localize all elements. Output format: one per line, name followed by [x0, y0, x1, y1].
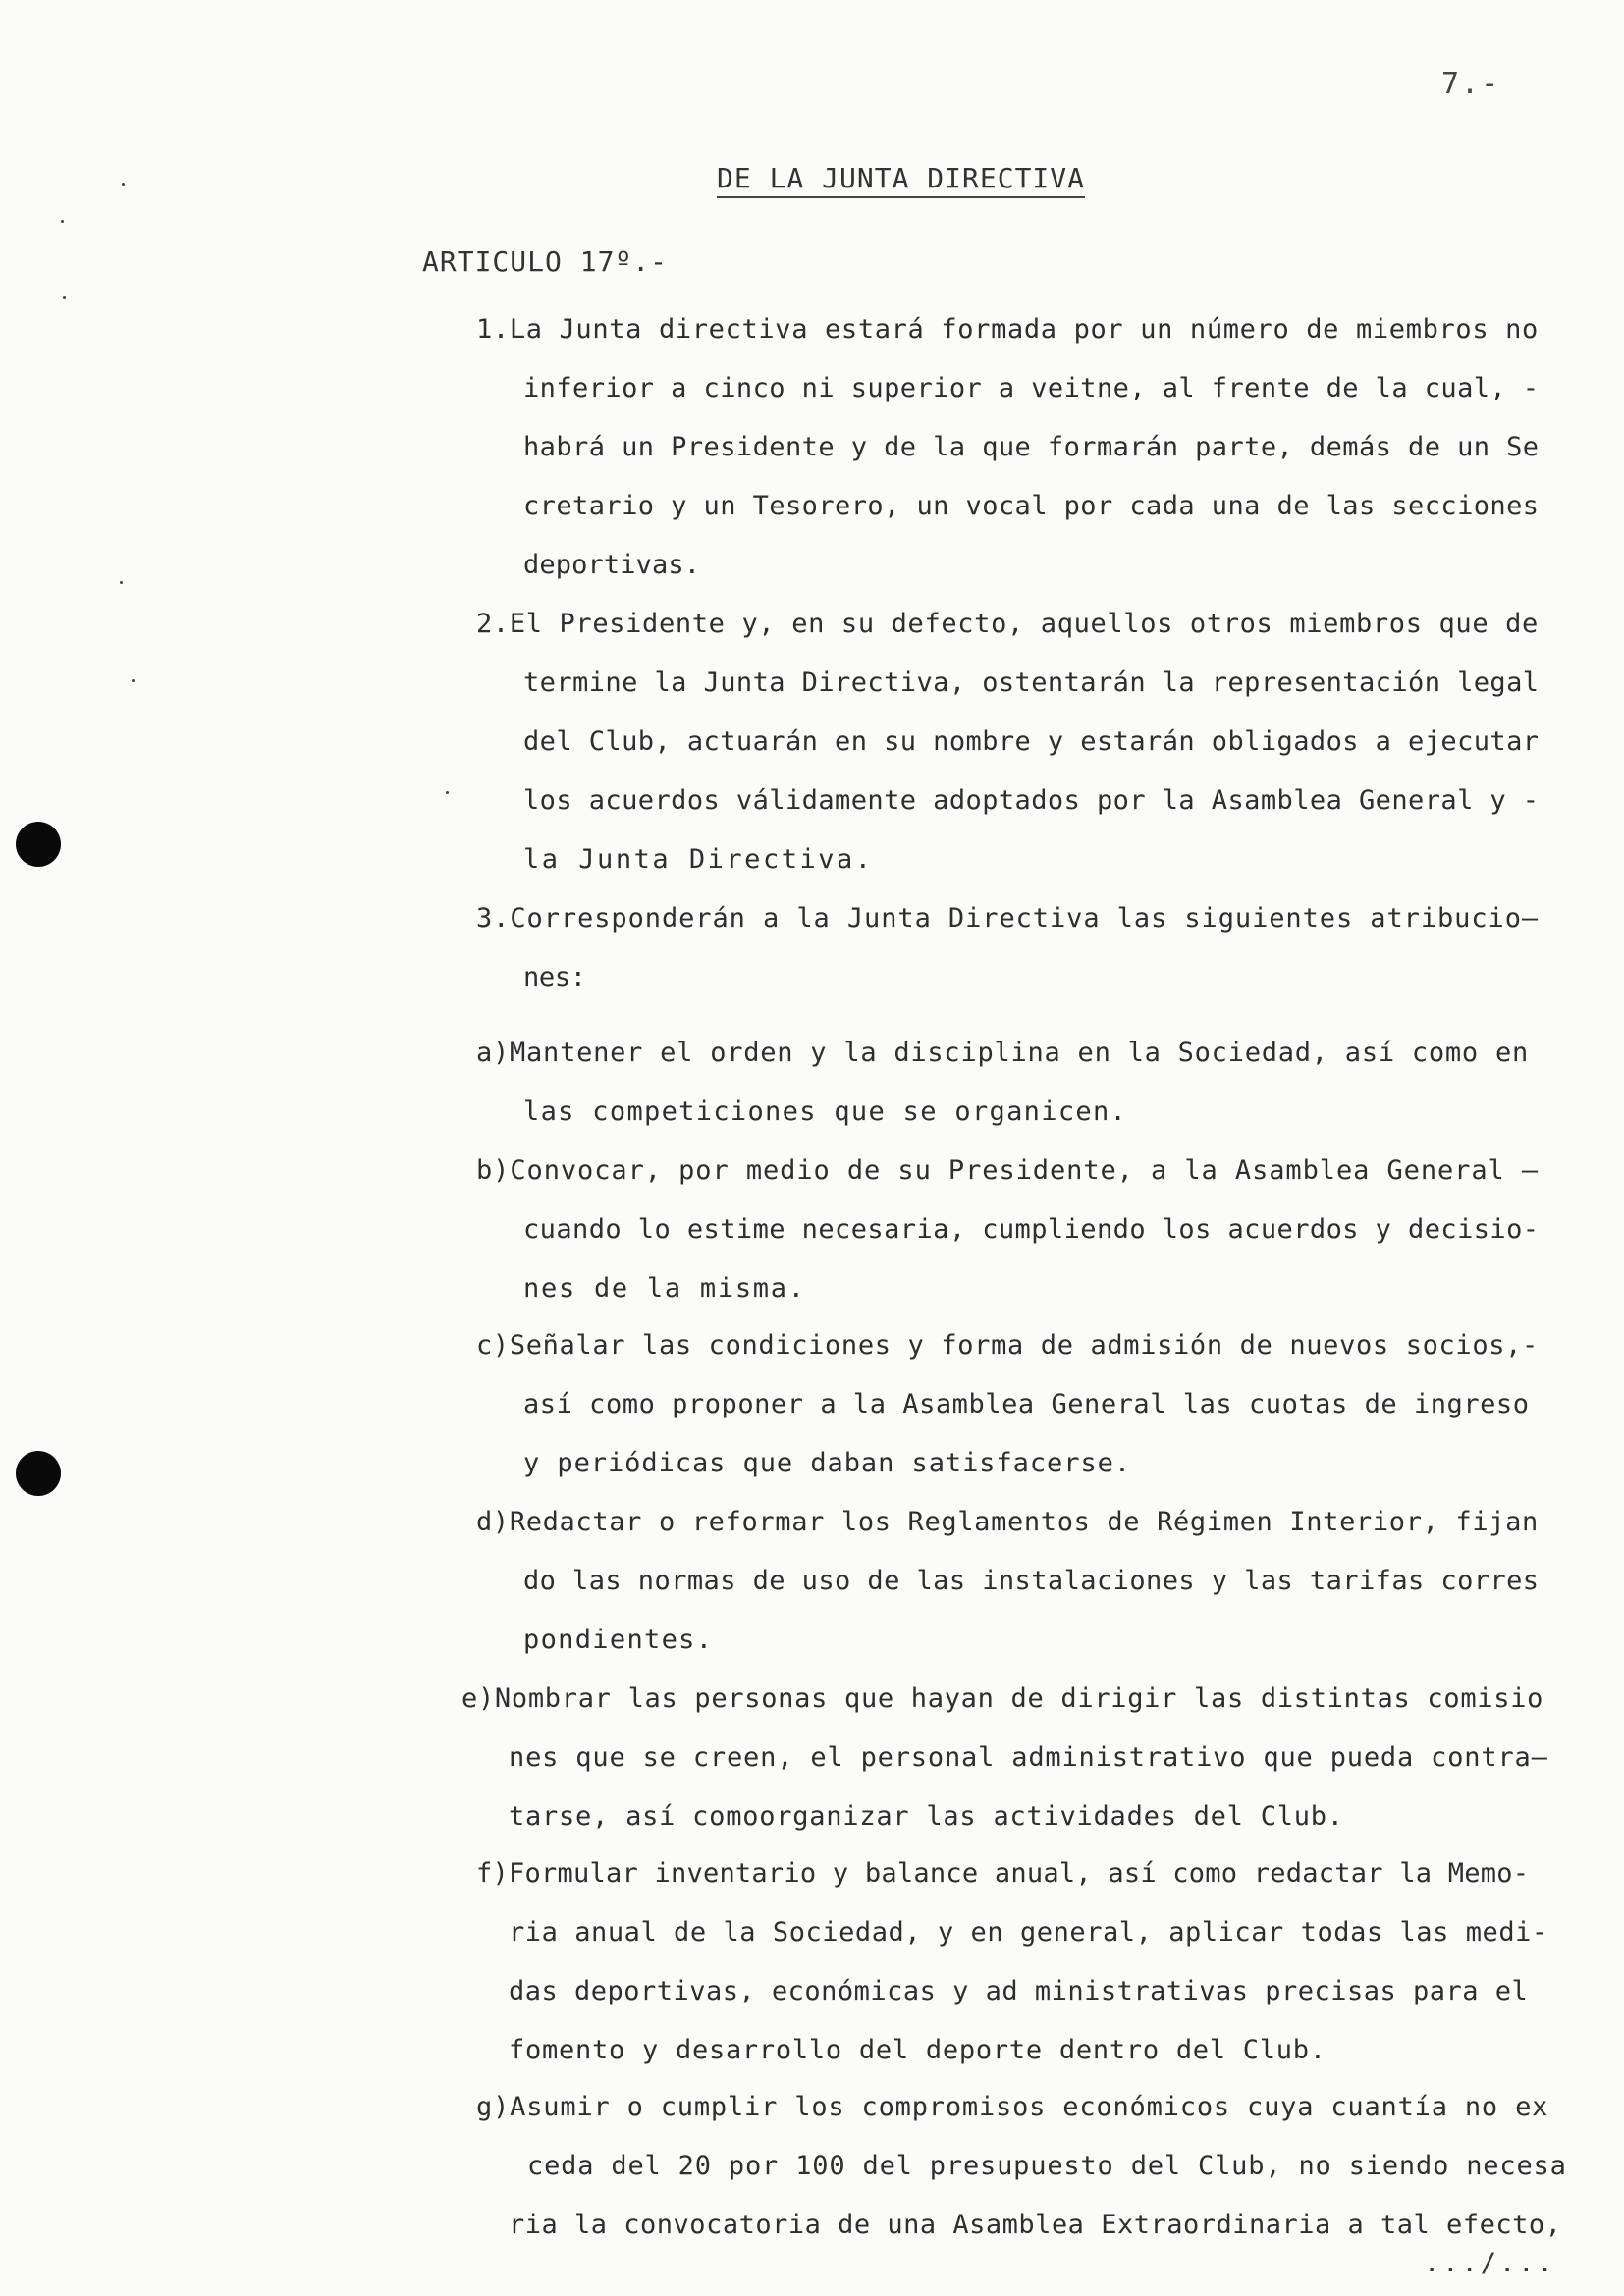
- line-text: nes que se creen, el personal administrativo que pueda contra—: [509, 1742, 1548, 1773]
- list-marker: f): [476, 1858, 509, 1889]
- line-text: Nombrar las personas que hayan de dirigir las distintas comisio: [494, 1683, 1544, 1714]
- scan-speck: [446, 791, 449, 794]
- scan-speck: [122, 183, 125, 186]
- line-text: do las normas de uso de las instalaciones y las tarifas corres: [523, 1566, 1540, 1596]
- document-line: [476, 905, 1539, 932]
- punch-hole-top: [16, 822, 61, 867]
- line-text: del Club, actuarán en su nombre y estarán obligados a ejecutar: [523, 726, 1540, 757]
- line-text: tarse, así comoorganizar las actividades del Club.: [509, 1801, 1344, 1832]
- line-text: El Presidente y, en su defecto, aquellos otros miembros que de: [509, 609, 1539, 639]
- line-text: cuando lo estime necesaria, cumpliendo los acuerdos y decisio-: [523, 1214, 1540, 1245]
- list-marker: a): [476, 1038, 511, 1068]
- document-line: [527, 2153, 1567, 2179]
- document-line: [461, 1685, 1543, 1712]
- line-text: cretario y un Tesorero, un vocal por cada una de las secciones: [523, 491, 1540, 521]
- list-marker: g): [476, 2092, 511, 2122]
- document-line: [476, 1157, 1539, 1184]
- line-text: así como proponer a la Asamblea General las cuotas de ingreso: [523, 1389, 1530, 1419]
- document-line: [476, 1040, 1529, 1066]
- document-line: [509, 2037, 1326, 2063]
- line-text: ria la convocatoria de una Asamblea Extraordinaria a tal efecto,: [509, 2210, 1562, 2240]
- document-line: [523, 728, 1540, 755]
- line-text: habrá un Presidente y de la que formarán parte, demás de un Se: [523, 432, 1540, 462]
- line-text: nes:: [523, 962, 586, 992]
- line-text: Corresponderán a la Junta Directiva las siguientes atribucio—: [510, 903, 1540, 934]
- list-marker: 3.: [476, 903, 511, 934]
- document-line: [509, 1744, 1548, 1771]
- scan-speck: [132, 679, 135, 682]
- document-line: [523, 787, 1540, 814]
- continuation-mark: .../...: [1424, 2248, 1556, 2278]
- document-line: [476, 1860, 1529, 1887]
- line-text: Mantener el orden y la disciplina en la Sociedad, así como en: [510, 1038, 1529, 1068]
- document-line: [509, 1919, 1548, 1946]
- list-marker: c): [476, 1330, 510, 1361]
- document-line: [523, 1275, 806, 1302]
- document-line: [523, 1216, 1540, 1243]
- document-line: [523, 493, 1540, 519]
- document-line: [523, 1098, 1127, 1125]
- line-text: Formular inventario y balance anual, así como redactar la Memo-: [509, 1858, 1530, 1889]
- article-heading: ARTICULO 17º.-: [422, 245, 669, 278]
- scan-speck: [63, 296, 66, 299]
- document-line: [523, 375, 1540, 401]
- document-line: [476, 1509, 1539, 1535]
- document-line: [509, 1978, 1528, 2004]
- document-line: [523, 964, 586, 990]
- line-text: ceda del 20 por 100 del presupuesto del Club, no siendo necesa: [527, 2151, 1567, 2181]
- document-line: [476, 316, 1539, 343]
- line-text: Convocar, por medio de su Presidente, a la Asamblea General —: [510, 1155, 1540, 1186]
- line-text: La Junta directiva estará formada por un número de miembros no: [509, 314, 1539, 345]
- line-text: termine la Junta Directiva, ostentarán la representación legal: [523, 667, 1540, 698]
- line-text: la Junta Directiva.: [523, 844, 874, 875]
- document-line: [523, 846, 874, 873]
- document-line: [523, 1568, 1540, 1594]
- scan-speck: [61, 220, 64, 223]
- line-text: deportivas.: [523, 550, 701, 580]
- line-text: los acuerdos válidamente adoptados por la Asamblea General y -: [523, 785, 1540, 816]
- document-line: [523, 1450, 1131, 1476]
- line-text: ria anual de la Sociedad, y en general, aplicar todas las medi-: [509, 1917, 1548, 1948]
- punch-hole-bottom: [16, 1451, 61, 1496]
- scan-speck: [120, 581, 123, 584]
- line-text: Redactar o reformar los Reglamentos de Régimen Interior, fijan: [509, 1507, 1539, 1537]
- document-line: [523, 552, 700, 578]
- list-marker: b): [476, 1155, 511, 1186]
- line-text: fomento y desarrollo del deporte dentro del Club.: [509, 2035, 1326, 2065]
- document-line: [476, 1332, 1539, 1359]
- list-marker: 1.: [476, 314, 510, 345]
- line-text: Asumir o cumplir los compromisos económicos cuya cuantía no ex: [510, 2092, 1549, 2122]
- document-line: [523, 669, 1540, 696]
- line-text: pondientes.: [523, 1625, 714, 1655]
- document-line: [476, 611, 1539, 637]
- list-marker: d): [476, 1507, 510, 1537]
- document-line: [523, 1627, 713, 1653]
- line-text: Señalar las condiciones y forma de admisión de nuevos socios,-: [509, 1330, 1539, 1361]
- document-line: [523, 1391, 1530, 1417]
- document-line: [509, 2212, 1561, 2238]
- line-text: nes de la misma.: [523, 1273, 806, 1304]
- line-text: las competiciones que se organicen.: [523, 1096, 1128, 1127]
- list-marker: 2.: [476, 609, 510, 639]
- document-line: [509, 1803, 1344, 1830]
- page-number: 7.-: [1441, 67, 1501, 101]
- list-marker: e): [461, 1683, 495, 1714]
- document-line: [476, 2094, 1548, 2120]
- section-heading: DE LA JUNTA DIRECTIVA: [717, 162, 1085, 198]
- document-line: [523, 434, 1540, 460]
- line-text: inferior a cinco ni superior a veitne, al frente de la cual, -: [523, 373, 1540, 403]
- line-text: das deportivas, económicas y ad ministrativas precisas para el: [509, 1976, 1529, 2006]
- line-text: y periódicas que daban satisfacerse.: [523, 1448, 1132, 1478]
